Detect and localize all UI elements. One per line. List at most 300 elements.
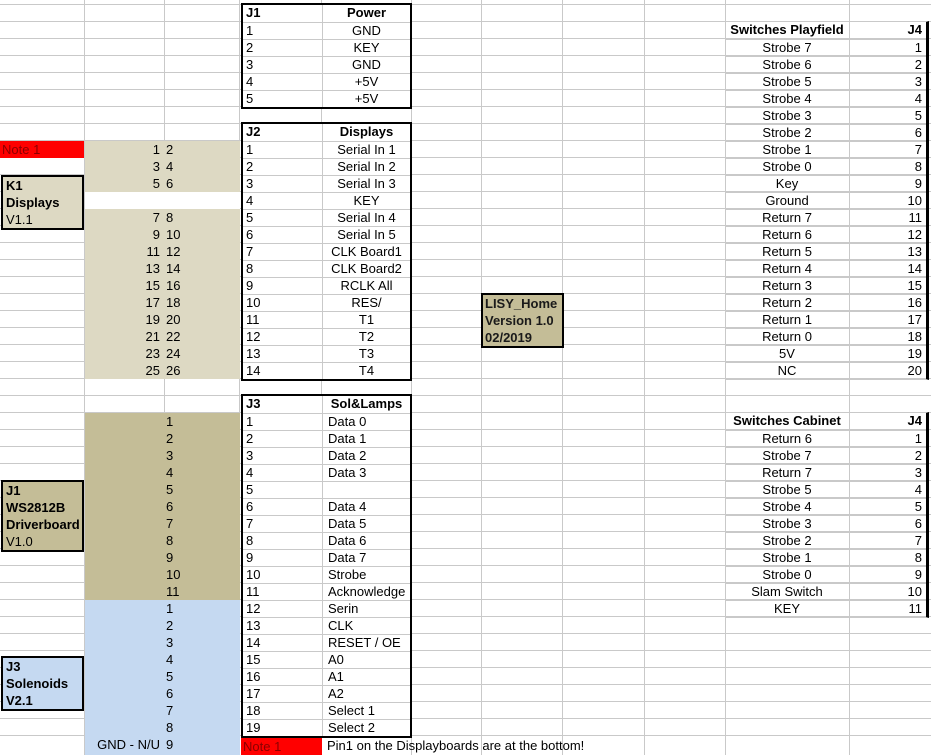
table-row xyxy=(725,498,926,515)
pin-number: 19 xyxy=(907,346,922,361)
pin-number: 19 xyxy=(145,312,160,327)
connector-id: J1 xyxy=(243,5,323,22)
pin-number: 8 xyxy=(166,720,174,735)
pin-note xyxy=(85,668,164,685)
table-row xyxy=(725,464,926,481)
pin-number: 9 xyxy=(914,567,922,582)
table-row xyxy=(243,277,410,294)
connector-id: J2 xyxy=(243,124,323,141)
pin-number: 7 xyxy=(152,210,160,225)
pin-number: 2 xyxy=(166,618,174,633)
table-row xyxy=(243,209,410,226)
pin-label: Return 0 xyxy=(762,329,812,344)
pin-label: +5V xyxy=(354,91,379,106)
pin-label: Serial In 4 xyxy=(337,210,396,225)
pin-number: 6 xyxy=(243,227,323,243)
table-row xyxy=(725,294,926,311)
table-row xyxy=(725,277,926,294)
pin-label: Data 6 xyxy=(328,533,367,548)
pin-number: 3 xyxy=(243,176,323,192)
pin-note xyxy=(85,498,164,515)
pin-label: Strobe 7 xyxy=(762,448,812,463)
pin-number: 9 xyxy=(243,550,323,566)
pin-label: Slam Switch xyxy=(751,584,823,599)
pin-number: 1 xyxy=(166,414,174,429)
pin-label: Data 5 xyxy=(328,516,367,531)
pin-number: 10 xyxy=(243,567,323,583)
table-row xyxy=(243,243,410,260)
box-id: J1 xyxy=(6,483,21,498)
pin-number: 25 xyxy=(145,363,160,378)
pin-number: 6 xyxy=(166,176,174,191)
table-body xyxy=(243,141,410,379)
pin-row xyxy=(85,464,240,481)
table-row xyxy=(243,719,410,736)
table-row xyxy=(243,668,410,685)
pin-number: 16 xyxy=(907,295,922,310)
pin-number: 6 xyxy=(166,686,174,701)
pin-number: 3 xyxy=(166,635,174,650)
pin-row xyxy=(85,566,240,583)
pin-number: 5 xyxy=(166,482,174,497)
pin-number: 18 xyxy=(243,703,323,719)
table-row xyxy=(725,56,926,73)
pin-number xyxy=(85,192,164,209)
pin-row xyxy=(85,685,240,702)
pin-label: Strobe 3 xyxy=(762,108,812,123)
table-row xyxy=(243,685,410,702)
pin-number: 4 xyxy=(243,74,323,90)
pin-number: 16 xyxy=(166,278,181,293)
pin-label: Data 2 xyxy=(328,448,367,463)
pin-note xyxy=(85,685,164,702)
pin-label: A0 xyxy=(328,652,344,667)
pin-number: 6 xyxy=(914,516,922,531)
pin-number: 4 xyxy=(914,482,922,497)
table-row xyxy=(725,430,926,447)
pin-number: 9 xyxy=(914,176,922,191)
pin-label: +5V xyxy=(354,74,379,89)
j1-ws2812b-box xyxy=(1,480,84,552)
pin-pair-row xyxy=(85,141,240,158)
pin-label: Ground xyxy=(765,193,809,208)
connector-id: J3 xyxy=(243,396,323,413)
table-header xyxy=(243,5,410,22)
pin-number: 3 xyxy=(166,448,174,463)
pin-row xyxy=(85,583,240,600)
pin-number: 17 xyxy=(145,295,160,310)
pin-number: 10 xyxy=(243,295,323,311)
pin-label: NC xyxy=(777,363,797,378)
pin-note xyxy=(85,481,164,498)
table-row xyxy=(243,90,410,107)
pin-number: 20 xyxy=(907,363,922,378)
table-row xyxy=(725,328,926,345)
gridline xyxy=(481,0,482,755)
pin-label: Select 2 xyxy=(328,720,375,735)
note1-cell-bottom: Note 1 xyxy=(241,738,322,755)
pin-pair-row xyxy=(85,209,240,226)
pin-label: Data 1 xyxy=(328,431,367,446)
pin-number: 19 xyxy=(243,720,323,736)
table-row xyxy=(725,141,926,158)
table-row xyxy=(725,73,926,90)
pin-pair-row xyxy=(85,175,240,192)
pin-number: 8 xyxy=(914,159,922,174)
pin-number: 23 xyxy=(145,346,160,361)
pin-number: 2 xyxy=(166,431,174,446)
pin-number: 5 xyxy=(914,108,922,123)
pin-note: GND - N/U xyxy=(97,737,160,752)
pin-label: Data 7 xyxy=(328,550,367,565)
pin-label: Return 4 xyxy=(762,261,812,276)
pin-number: 17 xyxy=(907,312,922,327)
pin-note xyxy=(85,464,164,481)
table-row xyxy=(725,311,926,328)
pin-number: 8 xyxy=(914,550,922,565)
pin-number: 12 xyxy=(166,244,181,259)
pin-row xyxy=(85,668,240,685)
pin-label: Strobe 7 xyxy=(762,40,812,55)
table-j2-displays xyxy=(241,122,412,381)
table-header xyxy=(243,396,410,413)
pin-number: 6 xyxy=(243,499,323,515)
pin-row xyxy=(85,481,240,498)
pin-number: 3 xyxy=(914,465,922,480)
version-date: 02/2019 xyxy=(485,330,532,345)
table-row xyxy=(243,175,410,192)
pin-number: 1 xyxy=(243,414,323,430)
table-row xyxy=(725,447,926,464)
pin-label: T1 xyxy=(358,312,375,327)
table-row xyxy=(243,226,410,243)
pin-number: 15 xyxy=(907,278,922,293)
pin-number: 2 xyxy=(166,142,174,157)
pin-number: 4 xyxy=(166,465,174,480)
pin-number: 7 xyxy=(243,516,323,532)
pin-number: 4 xyxy=(914,91,922,106)
pin-number: 3 xyxy=(243,448,323,464)
pin-number: 11 xyxy=(146,244,160,259)
pin-pair-row xyxy=(85,277,240,294)
pin-label: Strobe 5 xyxy=(762,74,812,89)
pin-row xyxy=(85,617,240,634)
pin-label: Data 4 xyxy=(328,499,367,514)
pin-number: 11 xyxy=(166,584,180,599)
gridline xyxy=(562,0,563,755)
pin-number: 5 xyxy=(152,176,160,191)
pin-row xyxy=(85,736,240,753)
pin-label: Strobe xyxy=(328,567,367,582)
pin-note xyxy=(85,651,164,668)
box-label: Solenoids xyxy=(6,676,69,691)
pin-number: 21 xyxy=(145,329,160,344)
pin-number: 11 xyxy=(243,584,323,600)
pin-label: Return 2 xyxy=(762,295,812,310)
pin-label: KEY xyxy=(773,601,800,616)
pin-number: 2 xyxy=(243,159,323,175)
pin-number: 10 xyxy=(907,584,922,599)
pin-number: 18 xyxy=(907,329,922,344)
table-header xyxy=(243,124,410,141)
table-row xyxy=(243,481,410,498)
pin-label: Return 6 xyxy=(762,431,812,446)
pin-note xyxy=(85,515,164,532)
table-row xyxy=(725,226,926,243)
pin-number: 13 xyxy=(907,244,922,259)
table-row xyxy=(243,413,410,430)
pin-number: 11 xyxy=(908,601,922,616)
pin-number: 3 xyxy=(152,159,160,174)
table-row xyxy=(243,294,410,311)
pin-number: 15 xyxy=(243,652,323,668)
pin-pair-row xyxy=(85,260,240,277)
pin-label: Strobe 1 xyxy=(762,142,812,157)
pin-label: Return 5 xyxy=(762,244,812,259)
table-title: Displays xyxy=(339,124,394,139)
pin-number: 6 xyxy=(914,125,922,140)
table-row xyxy=(243,532,410,549)
pin-pair-row xyxy=(85,192,240,209)
pin-label: Select 1 xyxy=(328,703,375,718)
pin-row xyxy=(85,515,240,532)
pin-number: 18 xyxy=(166,295,181,310)
pin-number: 7 xyxy=(166,703,174,718)
pin-number: 1 xyxy=(914,40,922,55)
box-id: K1 xyxy=(6,178,23,193)
pin-number: 14 xyxy=(166,261,181,276)
pin-label xyxy=(323,482,410,498)
table-row xyxy=(725,515,926,532)
pin-label: Strobe 2 xyxy=(762,125,812,140)
table-row xyxy=(725,175,926,192)
table-row xyxy=(725,158,926,175)
gridline xyxy=(644,0,645,755)
pin-label: RESET / OE xyxy=(328,635,401,650)
pin-note xyxy=(85,719,164,736)
table-row xyxy=(243,600,410,617)
pin-note xyxy=(85,617,164,634)
pin-label: Strobe 3 xyxy=(762,516,812,531)
pin-note xyxy=(85,634,164,651)
table-row xyxy=(243,141,410,158)
pin-label: Strobe 6 xyxy=(762,57,812,72)
pin-label: Acknowledge xyxy=(328,584,406,599)
pin-label: Return 6 xyxy=(762,227,812,242)
pin-label: Return 3 xyxy=(762,278,812,293)
box-version: V2.1 xyxy=(6,693,33,708)
table-row xyxy=(243,634,410,651)
pin-label: GND xyxy=(352,23,381,38)
pin-row xyxy=(85,600,240,617)
pin-row xyxy=(85,430,240,447)
box-label: Driverboard xyxy=(6,517,80,532)
pin-number: 5 xyxy=(914,499,922,514)
pin-label: Data 3 xyxy=(328,465,367,480)
note1-text: Pin1 on the Displayboards are at the bottom! xyxy=(327,738,585,753)
table-body xyxy=(243,413,410,736)
pin-label: GND xyxy=(352,57,381,72)
pin-label: Serial In 5 xyxy=(337,227,396,242)
pin-number: 1 xyxy=(152,142,160,157)
table-row xyxy=(243,345,410,362)
pin-pair-row xyxy=(85,158,240,175)
box-version: V1.1 xyxy=(6,212,33,227)
version-number: Version 1.0 xyxy=(485,313,554,328)
table-body xyxy=(725,39,926,379)
pin-row xyxy=(85,651,240,668)
pin-label: CLK Board2 xyxy=(331,261,402,276)
pin-number: 4 xyxy=(166,652,174,667)
pin-label: Serial In 3 xyxy=(337,176,396,191)
pin-number: 8 xyxy=(166,210,174,225)
pin-number: 2 xyxy=(914,448,922,463)
pin-label: 5V xyxy=(779,346,795,361)
pin-label: Serin xyxy=(328,601,359,616)
pin-number: 9 xyxy=(166,737,174,752)
pin-note xyxy=(85,702,164,719)
pin-label: RES/ xyxy=(351,295,382,310)
pin-note xyxy=(85,549,164,566)
box-id: J3 xyxy=(6,659,21,674)
box-label: WS2812B xyxy=(6,500,66,515)
table-row xyxy=(243,158,410,175)
pin-row xyxy=(85,413,240,430)
table-row xyxy=(725,192,926,209)
pin-number: 12 xyxy=(243,601,323,617)
table-row xyxy=(243,73,410,90)
table-row xyxy=(725,583,926,600)
pin-number: 4 xyxy=(166,159,174,174)
table-row xyxy=(725,39,926,56)
pin-row xyxy=(85,447,240,464)
pin-number: 2 xyxy=(914,57,922,72)
table-row xyxy=(243,651,410,668)
table-row xyxy=(243,617,410,634)
pin-number: 22 xyxy=(166,329,181,344)
display-pin-pairs xyxy=(85,141,240,379)
table-header xyxy=(725,413,926,430)
pin-number: 12 xyxy=(907,227,922,242)
pin-number: 1 xyxy=(243,142,323,158)
pin-number: 26 xyxy=(166,363,181,378)
pin-note xyxy=(85,413,164,430)
j3-solenoids-box xyxy=(1,656,84,711)
pin-row xyxy=(85,549,240,566)
pin-number: 3 xyxy=(243,57,323,73)
pin-label: RCLK All xyxy=(340,278,393,293)
table-row xyxy=(725,566,926,583)
table-row xyxy=(725,549,926,566)
pin-number: 1 xyxy=(243,23,323,39)
pin-label: T2 xyxy=(358,329,375,344)
pin-number: 1 xyxy=(166,601,174,616)
pin-number: 13 xyxy=(243,346,323,362)
pin-label: Strobe 4 xyxy=(762,499,812,514)
pin-number xyxy=(164,192,240,209)
pin-note xyxy=(85,430,164,447)
pin-number: 7 xyxy=(914,533,922,548)
table-title: Switches Cabinet xyxy=(733,413,841,428)
pin-row xyxy=(85,719,240,736)
pin-label: T3 xyxy=(358,346,375,361)
table-row xyxy=(243,515,410,532)
pin-row xyxy=(85,702,240,719)
pin-pair-row xyxy=(85,311,240,328)
pin-label: Serial In 2 xyxy=(337,159,396,174)
pin-label: Strobe 0 xyxy=(762,159,812,174)
solenoid-pins xyxy=(85,600,240,755)
table-header xyxy=(725,22,926,39)
pin-pair-row xyxy=(85,294,240,311)
pin-label: Strobe 4 xyxy=(762,91,812,106)
pin-note xyxy=(85,583,164,600)
pin-label: T4 xyxy=(358,363,375,378)
pin-number: 5 xyxy=(243,91,323,107)
pin-pair-row xyxy=(85,345,240,362)
pin-label: KEY xyxy=(353,40,380,55)
table-j3-sollamps xyxy=(241,394,412,738)
pin-note xyxy=(85,447,164,464)
box-version: V1.0 xyxy=(6,534,33,549)
pin-label: Return 7 xyxy=(762,465,812,480)
table-row xyxy=(243,702,410,719)
pin-label: Return 1 xyxy=(762,312,812,327)
table-title: Power xyxy=(346,5,386,20)
table-row xyxy=(243,447,410,464)
pin-label: Strobe 0 xyxy=(762,567,812,582)
pin-label: Strobe 5 xyxy=(762,482,812,497)
table-j1-power xyxy=(241,3,412,109)
table-row xyxy=(243,56,410,73)
table-row xyxy=(243,22,410,39)
pin-number: 5 xyxy=(243,482,323,498)
pin-number: 15 xyxy=(145,278,160,293)
pin-pair-row xyxy=(85,362,240,379)
table-row xyxy=(725,90,926,107)
table-row xyxy=(725,209,926,226)
ws2812b-pins xyxy=(85,413,240,600)
pin-label: Serial In 1 xyxy=(337,142,396,157)
table-row xyxy=(725,362,926,379)
pin-label: Data 0 xyxy=(328,414,367,429)
pin-label: Key xyxy=(775,176,799,191)
pin-number: 2 xyxy=(243,431,323,447)
pin-number: 20 xyxy=(166,312,181,327)
pin-number: 8 xyxy=(243,261,323,277)
table-row xyxy=(725,345,926,362)
pin-label: A1 xyxy=(328,669,344,684)
pin-note xyxy=(85,532,164,549)
pin-number: 11 xyxy=(908,210,922,225)
table-row xyxy=(243,549,410,566)
pin-number: 9 xyxy=(166,550,174,565)
table-body xyxy=(725,430,926,617)
table-row xyxy=(725,107,926,124)
version-box xyxy=(481,293,564,348)
project-name: LISY_Home xyxy=(485,296,558,311)
pin-note xyxy=(85,600,164,617)
pin-number: 10 xyxy=(907,193,922,208)
pin-label: KEY xyxy=(353,193,380,208)
pin-number: 4 xyxy=(243,193,323,209)
table-body xyxy=(243,22,410,107)
pin-number: 3 xyxy=(914,74,922,89)
pin-number: 14 xyxy=(907,261,922,276)
pin-label: A2 xyxy=(328,686,344,701)
table-row xyxy=(243,260,410,277)
k1-displays-box xyxy=(1,175,84,230)
